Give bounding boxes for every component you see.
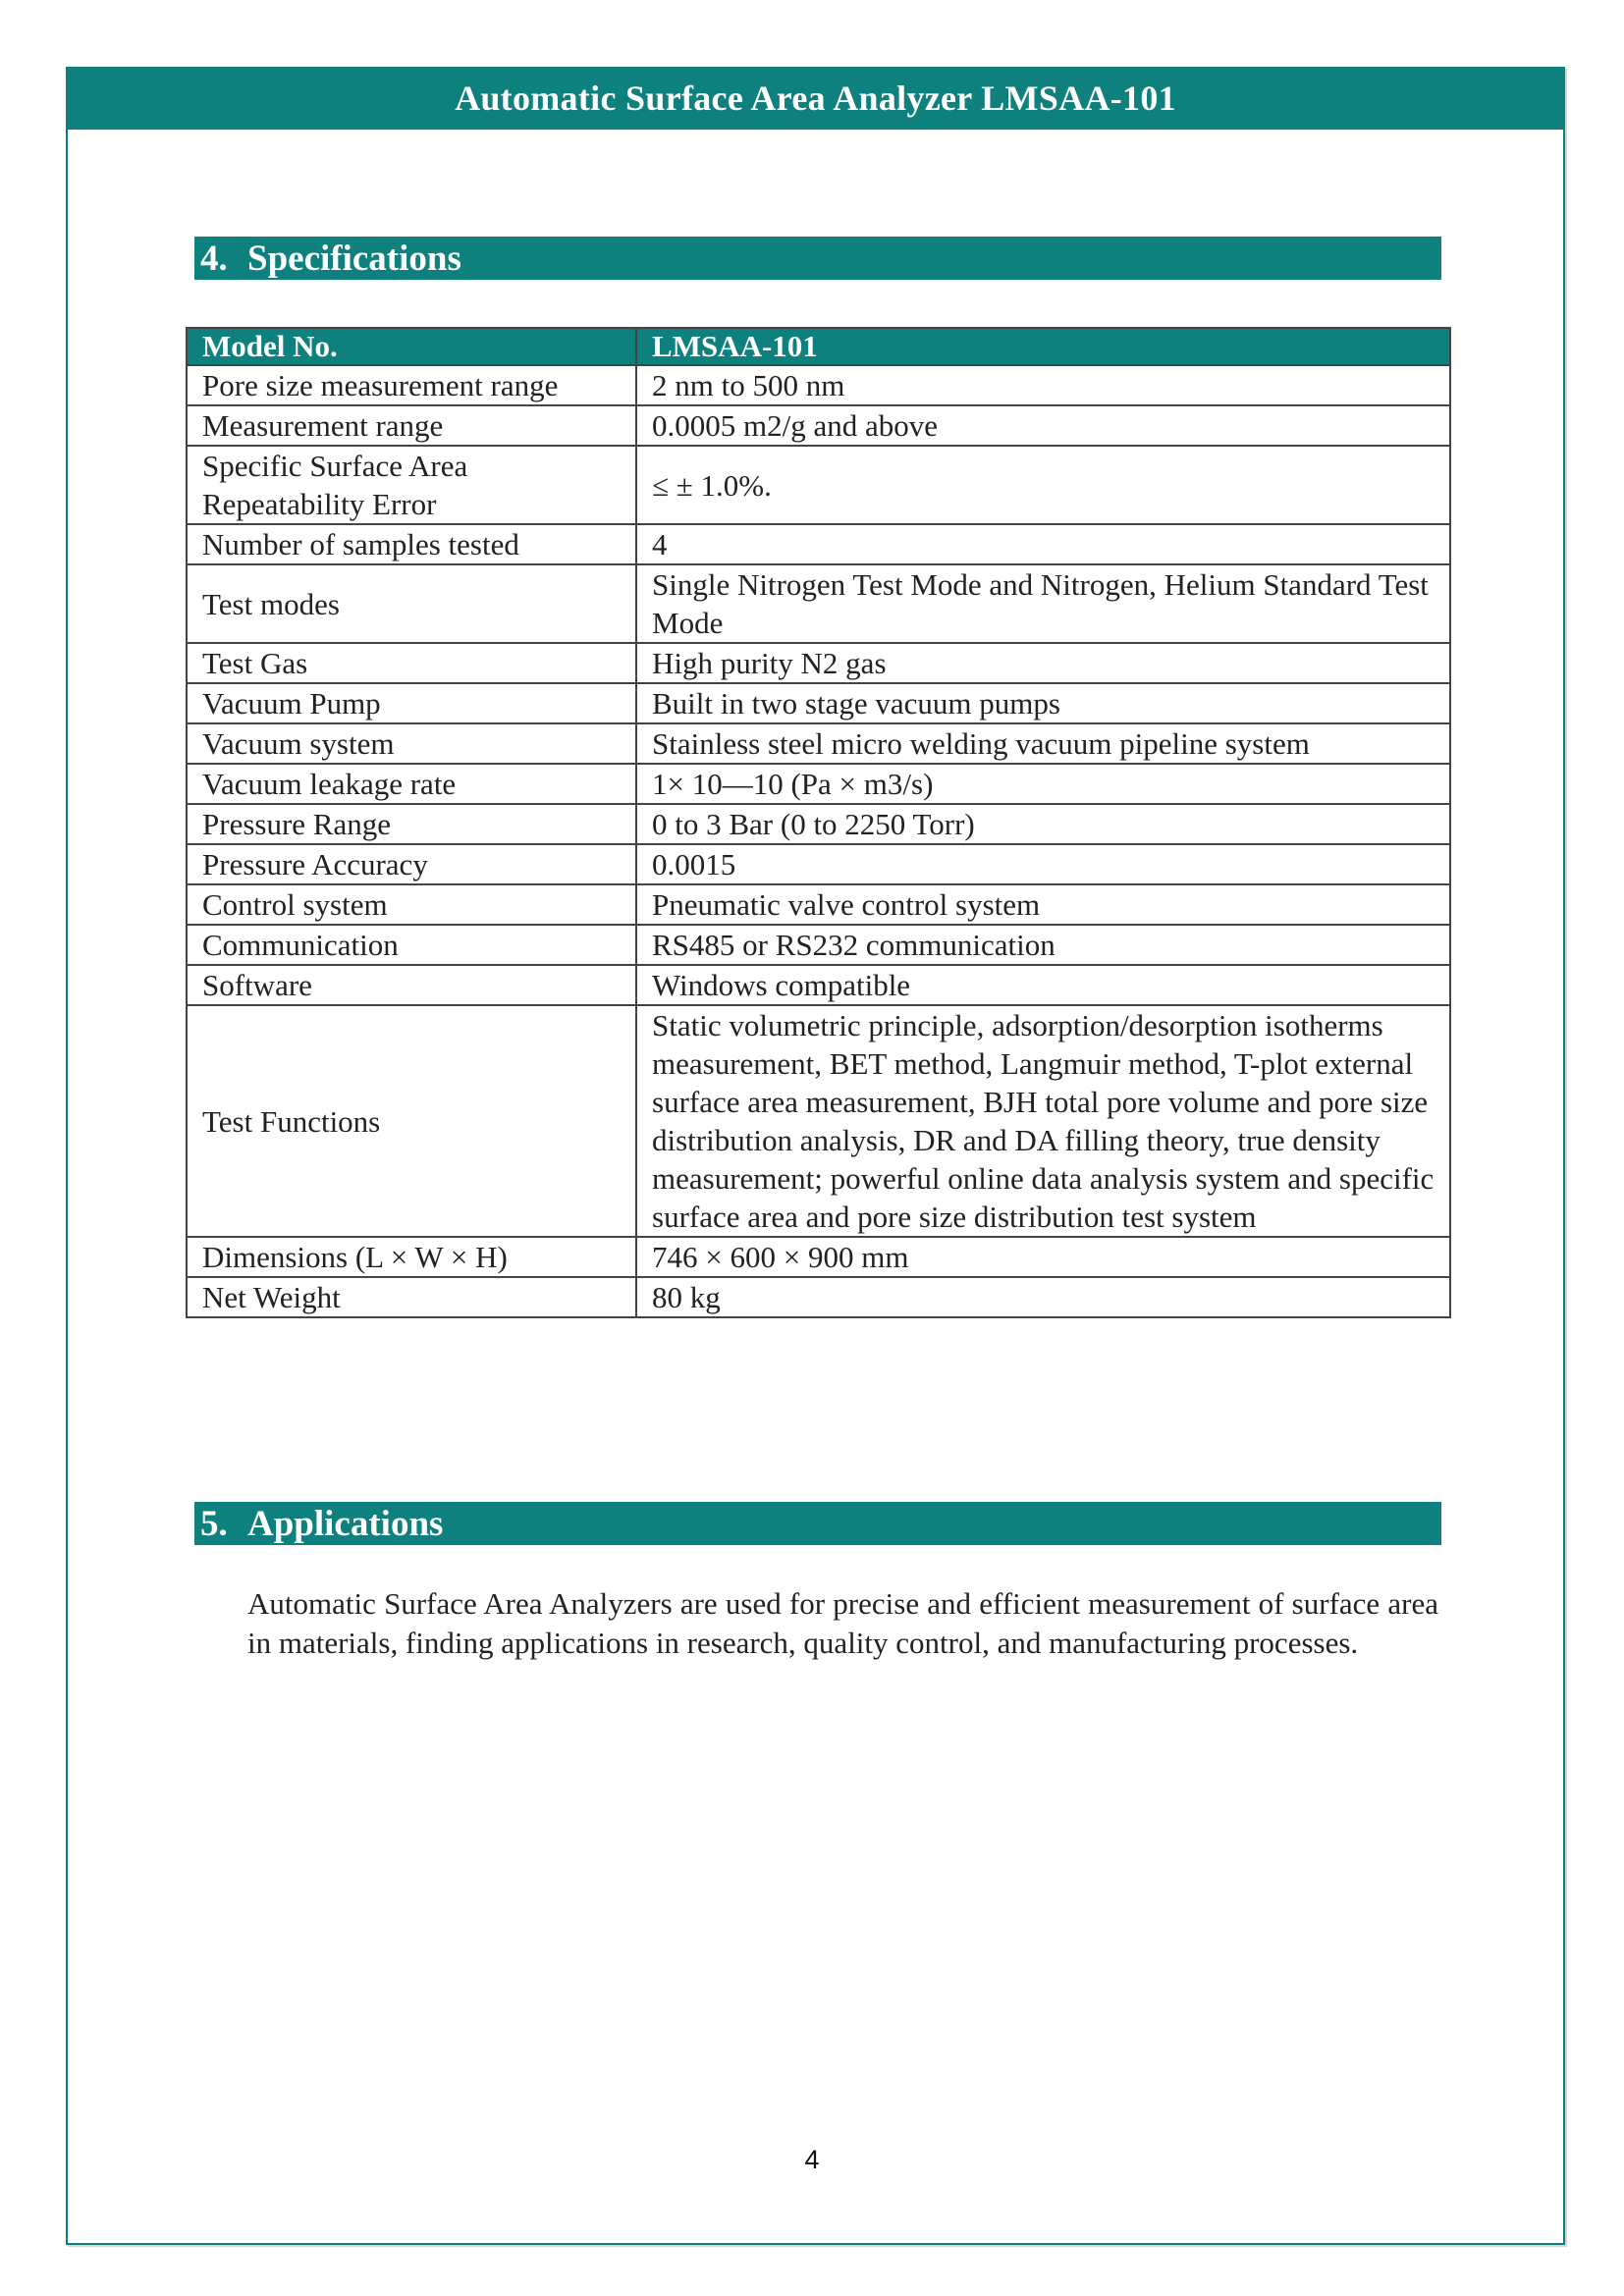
spec-label-cell: Pressure Range	[187, 804, 636, 844]
spec-value-cell: Windows compatible	[636, 965, 1450, 1005]
spec-label-cell: Vacuum system	[187, 723, 636, 764]
applications-paragraph: Automatic Surface Area Analyzers are used for precise and efficient measurement of surface area in materials, finding applications in research, quality control, and manufacturing processes.	[247, 1586, 1438, 1660]
specifications-table	[186, 327, 1451, 1318]
spec-value-cell: Built in two stage vacuum pumps	[636, 683, 1450, 723]
spec-label-cell: Test Gas	[187, 643, 636, 683]
spec-label-cell: Vacuum Pump	[187, 683, 636, 723]
table-row	[187, 683, 1450, 723]
spec-label-cell: Dimensions (L × W × H)	[187, 1237, 636, 1277]
spec-value-cell: 2 nm to 500 nm	[636, 365, 1450, 405]
spec-label-cell: Vacuum leakage rate	[187, 764, 636, 804]
spec-label-cell: Test Functions	[187, 1005, 636, 1237]
spec-value-cell: 0.0015	[636, 844, 1450, 884]
section-number: 4.	[200, 239, 228, 279]
table-header-cell: LMSAA-101	[636, 328, 1450, 365]
spec-value-cell: 0.0005 m2/g and above	[636, 405, 1450, 446]
table-row	[187, 764, 1450, 804]
spec-label-cell: Software	[187, 965, 636, 1005]
section-number: 5.	[200, 1504, 228, 1544]
table-header-cell: Model No.	[187, 328, 636, 365]
table-row	[187, 405, 1450, 446]
table-row	[187, 723, 1450, 764]
section-heading-applications	[194, 1502, 1441, 1545]
spec-value-cell: 0 to 3 Bar (0 to 2250 Torr)	[636, 804, 1450, 844]
section-heading-specifications	[194, 237, 1441, 280]
spec-value-cell: 1× 10—10 (Pa × m3/s)	[636, 764, 1450, 804]
table-row	[187, 925, 1450, 965]
table-row	[187, 884, 1450, 925]
spec-value-cell: Static volumetric principle, adsorption/desorption isotherms measurement, BET method, Langmuir method, T-plot external surface area measurement, BJH total pore volume and pore size distribution analysis, DR and DA filling theory, true density measurement; powerful online data analysis system and specific surface area and pore size distribution test system	[636, 1005, 1450, 1237]
table-row	[187, 643, 1450, 683]
table-row	[187, 564, 1450, 643]
table-row	[187, 365, 1450, 405]
spec-value-cell: Single Nitrogen Test Mode and Nitrogen, Helium Standard Test Mode	[636, 564, 1450, 643]
table-row	[187, 1005, 1450, 1237]
spec-label-cell: Pressure Accuracy	[187, 844, 636, 884]
spec-value-cell: Stainless steel micro welding vacuum pipeline system	[636, 723, 1450, 764]
spec-label-cell: Control system	[187, 884, 636, 925]
table-row	[187, 804, 1450, 844]
table-row	[187, 446, 1450, 524]
section-title: Applications	[247, 1504, 444, 1544]
spec-value-cell: 4	[636, 524, 1450, 564]
table-row	[187, 844, 1450, 884]
spec-label-cell: Number of samples tested	[187, 524, 636, 564]
page-number: 4	[804, 2145, 820, 2174]
spec-value-cell: ≤ ± 1.0%.	[636, 446, 1450, 524]
table-header-row	[187, 328, 1450, 365]
table-row	[187, 524, 1450, 564]
section-title: Specifications	[247, 239, 461, 279]
spec-label-cell: Measurement range	[187, 405, 636, 446]
spec-value-cell: Pneumatic valve control system	[636, 884, 1450, 925]
spec-label-cell: Specific Surface Area Repeatability Error	[187, 446, 636, 524]
spec-value-cell: 80 kg	[636, 1277, 1450, 1317]
table-row	[187, 1277, 1450, 1317]
spec-value-cell: High purity N2 gas	[636, 643, 1450, 683]
spec-label-cell: Test modes	[187, 564, 636, 643]
spec-label-cell: Net Weight	[187, 1277, 636, 1317]
table-row	[187, 1237, 1450, 1277]
document-title: Automatic Surface Area Analyzer LMSAA-101	[66, 67, 1565, 130]
table-row	[187, 965, 1450, 1005]
spec-value-cell: RS485 or RS232 communication	[636, 925, 1450, 965]
spec-label-cell: Communication	[187, 925, 636, 965]
spec-value-cell: 746 × 600 × 900 mm	[636, 1237, 1450, 1277]
spec-label-cell: Pore size measurement range	[187, 365, 636, 405]
